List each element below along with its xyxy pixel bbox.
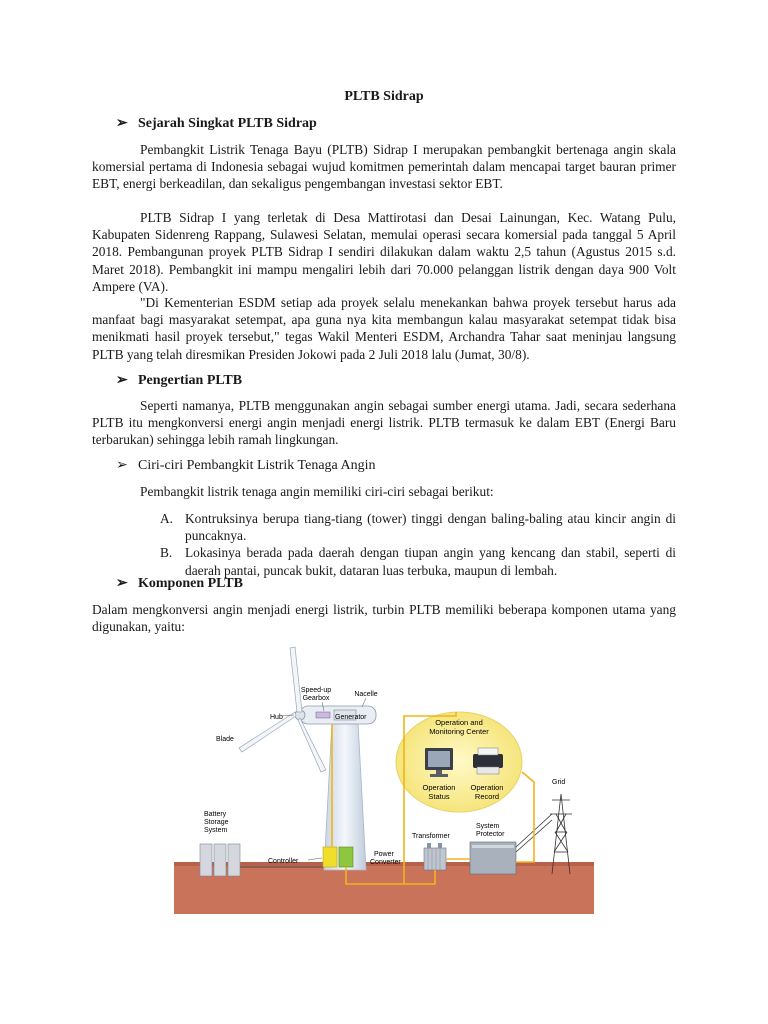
label-omc-2: Monitoring Center	[429, 727, 489, 736]
list-item	[160, 544, 676, 578]
page-title: PLTB Sidrap	[344, 89, 424, 104]
label-gearbox: Gearbox	[302, 695, 330, 702]
heading-ciri	[116, 457, 376, 475]
label-op-status-1: Operation	[422, 783, 456, 792]
label-blade: Blade	[216, 736, 234, 743]
paragraph-sejarah-3: "Di Kementerian ESDM setiap ada proyek selalu menekankan bahwa proyek tersebut harus ada manfaat bagi masyarakat setempat, apa guna nya kita membangun kalau masyarakat setempat tidak bisa menikmati hasil proyek tersebut," tegas Wakil Menteri ESDM, Archandra Tahar saat meninjau langsung PLTB yang telah diresmikan Presiden Jokowi pada 2 Juli 2018 lalu (Jumat, 30/8).	[92, 295, 676, 362]
label-grid: Grid	[552, 779, 566, 786]
battery-storage-icon	[200, 844, 240, 876]
paragraph-pengertian: Seperti namanya, PLTB menggunakan angin sebagai sumber energi utama. Jadi, secara sederhana PLTB itu mengkonversi energi angin menjadi energi listrik. PLTB termasuk ke dalam EBT (Energi Baru terbarukan) sehingga lebih ramah lingkungan.	[92, 398, 676, 448]
heading-komponen	[116, 575, 243, 593]
heading-pengertian	[116, 372, 242, 390]
arrow-bullet-icon: ➢	[116, 116, 128, 131]
heading-ciri-text: Ciri-ciri Pembangkit Listrik Tenaga Angin	[138, 458, 376, 473]
label-hub: Hub	[270, 714, 283, 721]
label-battery-2: Storage	[204, 819, 229, 826]
label-nacelle: Nacelle	[354, 691, 378, 698]
heading-pengertian-text: Pengertian PLTB	[138, 373, 243, 388]
list-marker: A.	[160, 511, 174, 526]
paragraph-ciri-intro: Pembangkit listrik tenaga angin memiliki ciri-ciri sebagai berikut:	[140, 484, 494, 499]
paragraph-sejarah-1: Pembangkit Listrik Tenaga Bayu (PLTB) Sidrap I merupakan pembangkit bertenaga angin skala komersial pertama di Indonesia sebagai wujud komitmen pemerintah dalam mencapai target bauran primer EBT, energi berkeadilan, dan sekaligus pengembangan investasi sektor EBT.	[92, 142, 676, 192]
label-op-status-2: Status	[428, 792, 450, 801]
label-sysprot-2: Protector	[476, 831, 505, 838]
list-item-text: Kontruksinya berupa tiang-tiang (tower) tinggi dengan baling-baling atau kincir angin di puncaknya.	[185, 511, 676, 544]
arrow-bullet-icon: ➢	[116, 458, 128, 473]
list-item-text: Lokasinya berada pada daerah dengan tiupan angin yang kencang dan stabil, seperti di daerah pantai, puncak bukit, dataran luas terbuka, maupun di lembah.	[185, 545, 676, 578]
label-transformer: Transformer	[412, 833, 450, 840]
paragraph-komponen: Dalam mengkonversi angin menjadi energi listrik, turbin PLTB memiliki beberapa komponen utama yang digunakan, yaitu:	[92, 602, 676, 635]
list-marker: B.	[160, 545, 173, 561]
controller-box	[323, 847, 337, 867]
label-generator: Generator	[335, 714, 367, 721]
heading-komponen-text: Komponen PLTB	[138, 576, 243, 591]
turbine-blade-up	[290, 647, 302, 712]
paragraph-sejarah-2: PLTB Sidrap I yang terletak di Desa Mattirotasi dan Desai Lainungan, Kec. Watang Pulu, Kabupaten Sidenreng Rappang, Sulawesi Selatan, memulai operasi secara komersial pada tanggal 5 April 2018. Pembangunan proyek PLTB Sidrap I sendiri dilakukan dalam waktu 2,5 tahun (Agustus 2015 s.d. Maret 2018). Pembangkit ini mampu mengaliri lebih dari 70.000 pelanggan listrik dengan daya 900 Volt Ampere (VA).	[92, 210, 676, 294]
label-battery-3: System	[204, 827, 228, 834]
turbine-blade-down	[298, 718, 326, 772]
arrow-bullet-icon: ➢	[116, 576, 128, 591]
ciri-list	[160, 510, 676, 579]
label-power-2: Converter	[370, 859, 401, 866]
transformer-icon	[424, 843, 446, 870]
heading-sejarah-text: Sejarah Singkat PLTB Sidrap	[138, 116, 317, 131]
label-sysprot-1: System	[476, 823, 500, 830]
label-controller: Controller	[268, 858, 299, 865]
arrow-bullet-icon: ➢	[116, 373, 128, 388]
list-item	[160, 510, 676, 544]
wind-turbine-diagram	[174, 642, 594, 914]
label-power-1: Power	[374, 851, 394, 858]
label-omc-1: Operation and	[435, 718, 483, 727]
turbine-blade-left	[239, 712, 296, 752]
power-converter-box	[339, 847, 353, 867]
label-battery-1: Battery	[204, 811, 227, 818]
label-op-record-2: Record	[474, 792, 500, 801]
label-op-record-1: Operation	[470, 783, 504, 792]
label-speedup: Speed-up	[300, 687, 332, 694]
heading-sejarah	[116, 115, 317, 133]
